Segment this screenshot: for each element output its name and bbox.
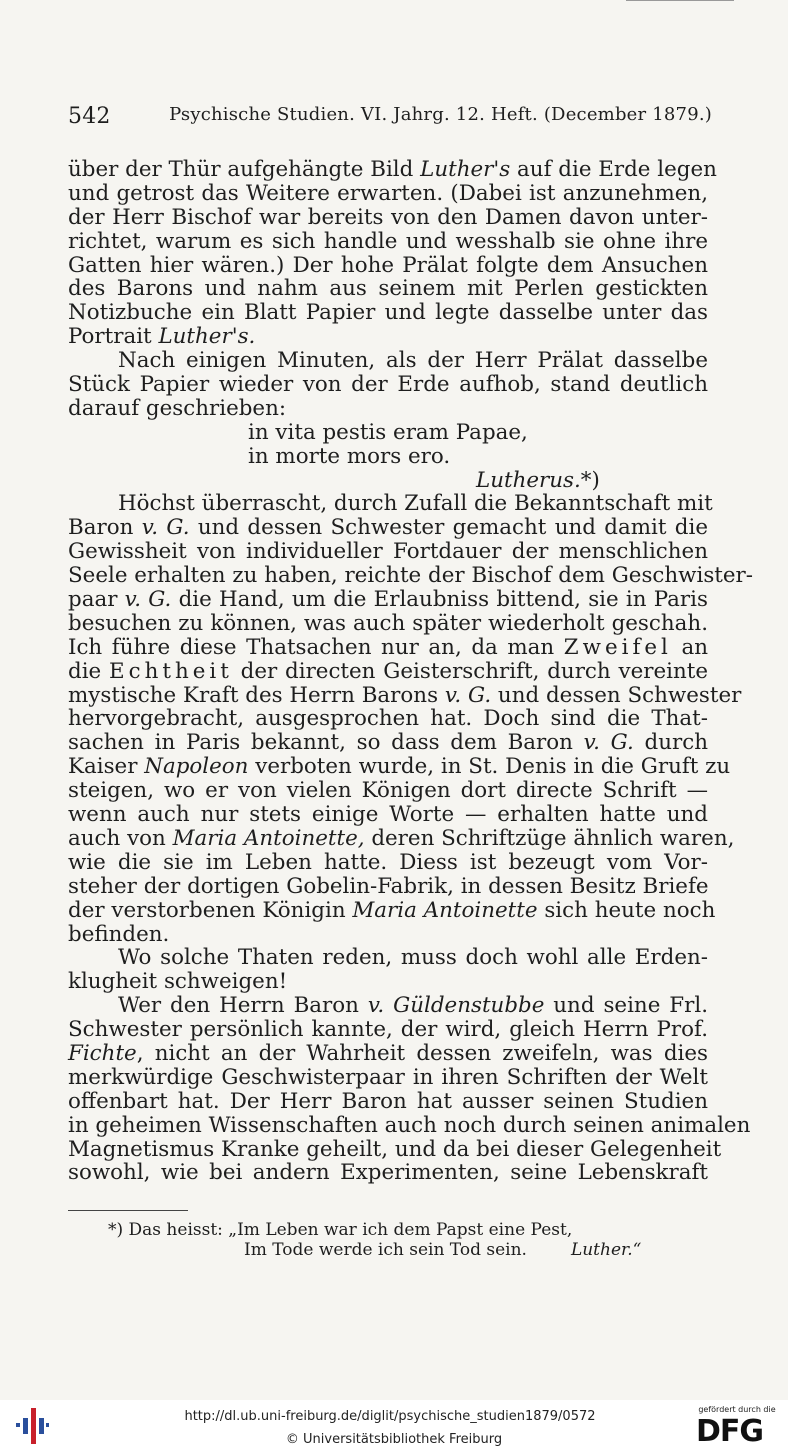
text-line: darauf geschrieben: <box>68 395 287 421</box>
text-line: auch von Maria Antoinette, deren Schriftzüge ähnlich waren, <box>68 825 735 851</box>
text-line: klugheit schweigen! <box>68 969 288 995</box>
text-line: Seele erhalten zu haben, reichte der Bischof dem Geschwister- <box>68 563 754 589</box>
dfg-logo[interactable]: DFG <box>696 1414 764 1449</box>
text-line: Magnetismus Kranke geheilt, und da bei dieser Gelegenheit <box>68 1136 722 1162</box>
footnote-line: *) Das heisst: „Im Leben war ich dem Papst eine Pest, <box>108 1220 573 1240</box>
sponsor-caption: gefördert durch die <box>698 1405 776 1414</box>
text-line: steher der dortigen Gobelin-Fabrik, in dessen Besitz Briefe <box>68 873 709 899</box>
text-line: Gewissheit von individueller Fortdauer der menschlichen <box>68 539 708 565</box>
footnote-divider <box>68 1210 188 1211</box>
text-line: Gatten hier wären.) Der hohe Prälat folgte dem Ansuchen <box>68 252 708 278</box>
running-title: Psychische Studien. VI. Jahrg. 12. Heft. (December 1879.) <box>169 104 712 125</box>
footnote-line: Im Tode werde ich sein Tod sein. Luther.“ <box>244 1240 642 1260</box>
text-line: über der Thür aufgehängte Bild Luther's auf die Erde legen <box>68 157 717 182</box>
page-number: 542 <box>68 104 111 129</box>
text-line: Baron v. G. und dessen Schwester gemacht und damit die <box>68 515 708 541</box>
text-line: Wo solche Thaten reden, muss doch wohl alle Erden- <box>118 945 708 971</box>
page-body <box>68 157 754 1186</box>
document-url-link[interactable]: http://dl.ub.uni-freiburg.de/diglit/psychische_studien1879/0572 <box>184 1409 596 1424</box>
text-line: Nach einigen Minuten, als der Herr Prälat dasselbe <box>118 348 708 374</box>
text-line: und getrost das Weitere erwarten. (Dabei ist anzunehmen, <box>68 180 708 206</box>
footnote <box>108 1220 708 1260</box>
text-line: Portrait Luther's. <box>68 324 256 350</box>
text-line: wie die sie im Leben hatte. Diess ist bezeugt vom Vor- <box>68 849 708 875</box>
text-line: steigen, wo er von vielen Königen dort directe Schrift — <box>68 778 708 804</box>
text-line: wenn auch nur stets einige Worte — erhalten hatte und <box>68 802 708 828</box>
quoted-verse-line: in morte mors ero. <box>248 443 451 469</box>
text-line: Stück Papier wieder von der Erde aufhob, stand deutlich <box>68 372 708 398</box>
text-line: Kaiser Napoleon verboten wurde, in St. Denis in die Gruft zu <box>68 754 731 780</box>
text-line: die Echtheit der directen Geisterschrift, durch vereinte <box>68 658 708 684</box>
text-line: besuchen zu können, was auch später wiederholt geschah. <box>68 610 708 636</box>
text-line: Notizbuche ein Blatt Papier und legte dasselbe unter das <box>68 300 708 326</box>
text-line: mystische Kraft des Herrn Barons v. G. und dessen Schwester <box>68 682 742 708</box>
text-line: befinden. <box>68 921 170 947</box>
text-line: paar v. G. die Hand, um die Erlaubniss bittend, sie in Paris <box>68 587 708 613</box>
quoted-verse-line: in vita pestis eram Papae, <box>248 419 528 445</box>
text-line: sachen in Paris bekannt, so dass dem Baron v. G. durch <box>68 730 708 756</box>
text-line: Höchst überrascht, durch Zufall die Bekanntschaft mit <box>118 491 713 517</box>
text-line: Wer den Herrn Baron v. Güldenstubbe und seine Frl. <box>118 993 709 1019</box>
running-header <box>68 104 712 129</box>
text-line: Fichte, nicht an der Wahrheit dessen zweifeln, was dies <box>68 1040 708 1066</box>
text-line: hervorgebracht, ausgesprochen hat. Doch sind die That- <box>68 706 708 732</box>
text-line: merkwürdige Geschwisterpaar in ihren Schriften der Welt <box>68 1064 708 1090</box>
footnote-author: Luther.“ <box>570 1240 642 1260</box>
text-line: sowohl, wie bei andern Experimenten, seine Lebenskraft <box>68 1160 708 1186</box>
text-line: der verstorbenen Königin Maria Antoinette sich heute noch <box>68 897 716 923</box>
verse-signature: Lutherus.*) <box>476 467 600 493</box>
text-line: Ich führe diese Thatsachen nur an, da man Zweifel an <box>68 634 708 660</box>
text-line: in geheimen Wissenschaften auch noch durch seinen animalen <box>68 1112 751 1138</box>
text-line: richtet, warum es sich handle und wesshalb sie ohne ihre <box>68 228 708 254</box>
text-line: offenbart hat. Der Herr Baron hat ausser seinen Studien <box>68 1088 708 1114</box>
text-line: Schwester persönlich kannte, der wird, gleich Herrn Prof. <box>68 1017 708 1043</box>
text-line: der Herr Bischof war bereits von den Damen davon unter- <box>68 204 708 230</box>
copyright-notice: © Universitätsbibliothek Freiburg <box>285 1432 503 1447</box>
top-edge-rule <box>626 0 734 3</box>
text-line: des Barons und nahm aus seinem mit Perlen gestickten <box>68 276 708 302</box>
